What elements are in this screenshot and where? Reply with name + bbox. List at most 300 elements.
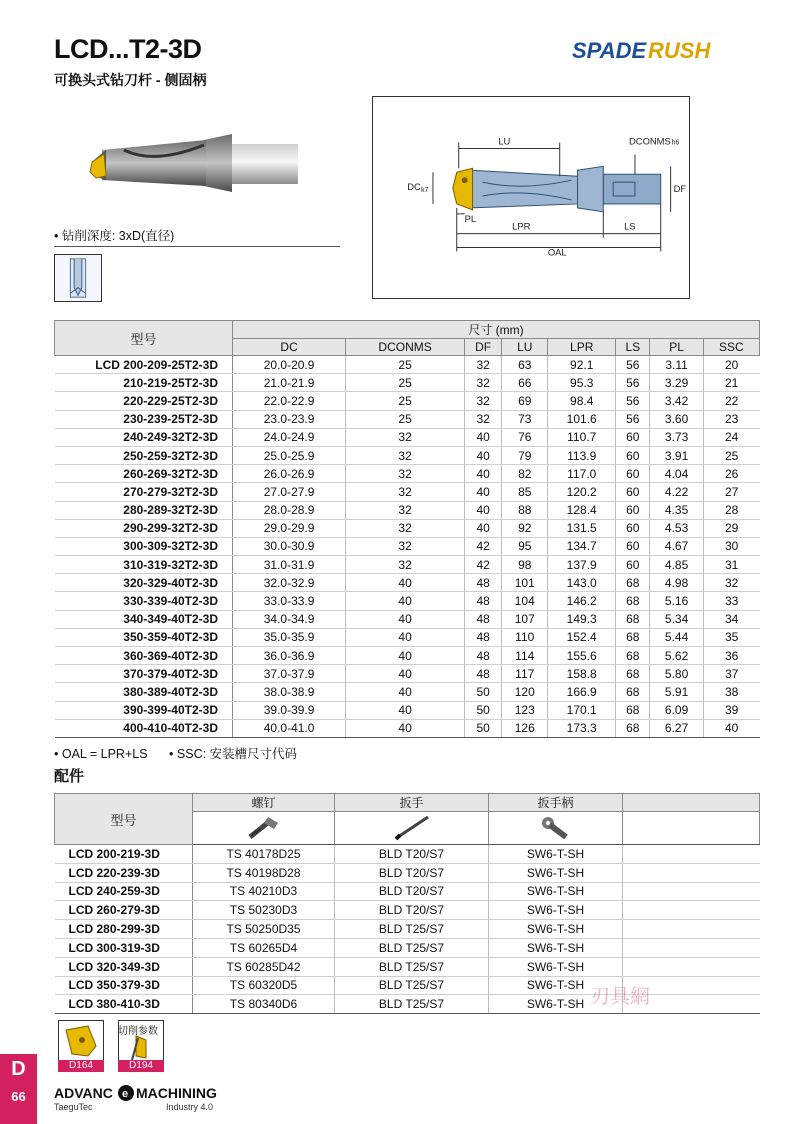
cell-dc: 21.0-21.9	[233, 374, 346, 392]
cell-ssc: 28	[703, 501, 759, 519]
ssc-note: • SSC: 安装槽尺寸代码	[169, 747, 298, 761]
cell-ssc: 35	[703, 628, 759, 646]
cell-lpr: 117.0	[548, 465, 616, 483]
wrench-cell: BLD T20/S7	[335, 863, 489, 882]
model-cell: LCD 200-219-3D	[55, 845, 193, 864]
page-subtitle: 可换头式钻刀杆 - 侧固柄	[54, 72, 207, 88]
svg-text:LS: LS	[624, 220, 636, 232]
section-letter: D	[11, 1058, 26, 1080]
cell-df: 32	[465, 392, 502, 410]
cell-lpr: 128.4	[548, 501, 616, 519]
cell-lu: 126	[502, 719, 548, 737]
divider	[54, 246, 340, 247]
dim-col-lpr: LPR	[548, 339, 616, 356]
wrench-handle-icon	[489, 812, 623, 845]
cell-ls: 56	[616, 374, 650, 392]
cutting-params-caption: 切削参数	[118, 1026, 158, 1037]
model-cell: LCD 220-239-3D	[55, 863, 193, 882]
cell-lpr: 113.9	[548, 446, 616, 464]
ref-page-d164[interactable]: D164	[58, 1060, 104, 1072]
cell-df: 50	[465, 701, 502, 719]
table-row	[55, 556, 760, 574]
cell-dconms: 40	[346, 719, 465, 737]
model-cell: LCD 350-379-3D	[55, 976, 193, 995]
svg-text:DCONMS: DCONMS	[629, 135, 671, 147]
cell-ssc: 33	[703, 592, 759, 610]
table-row	[55, 356, 760, 374]
cell-dconms: 40	[346, 665, 465, 683]
oal-note: • OAL = LPR+LS	[54, 747, 148, 761]
cell-dconms: 25	[346, 410, 465, 428]
cell-df: 48	[465, 665, 502, 683]
cell-dc: 40.0-41.0	[233, 719, 346, 737]
model-cell: 290-299-32T2-3D	[55, 519, 233, 537]
model-cell: 210-219-25T2-3D	[55, 374, 233, 392]
cell-lpr: 146.2	[548, 592, 616, 610]
cell-ls: 56	[616, 410, 650, 428]
wrench-cell: BLD T25/S7	[335, 957, 489, 976]
cell-ls: 68	[616, 665, 650, 683]
drill-depth-icon	[54, 254, 102, 302]
cell-ssc: 24	[703, 428, 759, 446]
dim-col-ssc: SSC	[703, 339, 759, 356]
cell-pl: 4.98	[650, 574, 703, 592]
cell-ssc: 22	[703, 392, 759, 410]
cell-ssc: 27	[703, 483, 759, 501]
model-cell: 220-229-25T2-3D	[55, 392, 233, 410]
wrench-handle-cell: SW6-T-SH	[489, 882, 623, 901]
wrench-handle-cell: SW6-T-SH	[489, 920, 623, 939]
cell-pl: 4.04	[650, 465, 703, 483]
cell-dc: 25.0-25.9	[233, 446, 346, 464]
spaderush-logo	[572, 36, 762, 64]
screw-cell: TS 80340D6	[193, 995, 335, 1014]
wrench-cell: BLD T25/S7	[335, 976, 489, 995]
table-row	[55, 901, 760, 920]
svg-text:LPR: LPR	[512, 220, 531, 232]
cell-pl: 4.53	[650, 519, 703, 537]
cell-ssc: 39	[703, 701, 759, 719]
screw-cell: TS 40178D25	[193, 845, 335, 864]
cell-ls: 60	[616, 519, 650, 537]
table-row	[55, 628, 760, 646]
model-cell: LCD 320-349-3D	[55, 957, 193, 976]
cell-lu: 63	[502, 356, 548, 374]
svg-text:DF: DF	[673, 183, 687, 195]
wrench-handle-cell: SW6-T-SH	[489, 976, 623, 995]
cell-lpr: 170.1	[548, 701, 616, 719]
cell-df: 42	[465, 556, 502, 574]
cell-lu: 88	[502, 501, 548, 519]
cell-pl: 5.62	[650, 647, 703, 665]
screw-cell: TS 50230D3	[193, 901, 335, 920]
table-row	[55, 610, 760, 628]
cell-dc: 22.0-22.9	[233, 392, 346, 410]
cell-lu: 85	[502, 483, 548, 501]
cell-df: 32	[465, 374, 502, 392]
cell-dc: 37.0-37.9	[233, 665, 346, 683]
cell-lu: 73	[502, 410, 548, 428]
cell-lu: 104	[502, 592, 548, 610]
drilling-depth-note: • 钻削深度: 3xD(直径)	[54, 229, 175, 243]
cell-ssc: 37	[703, 665, 759, 683]
cell-pl: 4.67	[650, 537, 703, 555]
model-cell: 270-279-32T2-3D	[55, 483, 233, 501]
table-row	[55, 537, 760, 555]
table-row	[55, 501, 760, 519]
cell-pl: 3.73	[650, 428, 703, 446]
cell-lpr: 92.1	[548, 356, 616, 374]
wrench-handle-cell: SW6-T-SH	[489, 938, 623, 957]
dim-col-dc: DC	[233, 339, 346, 356]
cell-ssc: 34	[703, 610, 759, 628]
model-cell: 350-359-40T2-3D	[55, 628, 233, 646]
screw-cell: TS 60285D42	[193, 957, 335, 976]
table-row	[55, 719, 760, 737]
cell-lu: 66	[502, 374, 548, 392]
cell-ls: 56	[616, 392, 650, 410]
wrench-handle-cell: SW6-T-SH	[489, 863, 623, 882]
table-row	[55, 428, 760, 446]
cell-ls: 68	[616, 701, 650, 719]
model-cell: 330-339-40T2-3D	[55, 592, 233, 610]
model-cell: LCD 260-279-3D	[55, 901, 193, 920]
cell-ls: 60	[616, 556, 650, 574]
cell-lu: 79	[502, 446, 548, 464]
cell-pl: 3.29	[650, 374, 703, 392]
cell-df: 48	[465, 610, 502, 628]
svg-text:RUSH: RUSH	[648, 38, 711, 63]
wrench-handle-header: 扳手柄	[489, 794, 623, 812]
cell-lu: 123	[502, 701, 548, 719]
cell-dconms: 40	[346, 574, 465, 592]
cell-df: 42	[465, 537, 502, 555]
svg-text:DC: DC	[407, 181, 421, 193]
cell-ssc: 21	[703, 374, 759, 392]
cell-dc: 34.0-34.9	[233, 610, 346, 628]
cell-ls: 56	[616, 356, 650, 374]
screw-icon	[193, 812, 335, 845]
dim-col-lu: LU	[502, 339, 548, 356]
dim-col-df: DF	[465, 339, 502, 356]
cell-lpr: 131.5	[548, 519, 616, 537]
cell-lpr: 98.4	[548, 392, 616, 410]
cell-ssc: 38	[703, 683, 759, 701]
table-row	[55, 574, 760, 592]
cell-df: 40	[465, 465, 502, 483]
cell-df: 48	[465, 574, 502, 592]
blank-cell	[623, 863, 760, 882]
cell-ssc: 25	[703, 446, 759, 464]
blank-cell	[623, 882, 760, 901]
dimensions-table	[54, 320, 760, 738]
cell-dconms: 32	[346, 501, 465, 519]
cell-dc: 28.0-28.9	[233, 501, 346, 519]
cell-df: 50	[465, 719, 502, 737]
cell-ssc: 26	[703, 465, 759, 483]
cell-dconms: 32	[346, 519, 465, 537]
cell-dconms: 40	[346, 592, 465, 610]
cell-ls: 60	[616, 501, 650, 519]
table-row	[55, 683, 760, 701]
cell-ssc: 20	[703, 356, 759, 374]
table-row	[55, 483, 760, 501]
screw-cell: TS 40198D28	[193, 863, 335, 882]
model-cell: 390-399-40T2-3D	[55, 701, 233, 719]
cell-lu: 117	[502, 665, 548, 683]
cell-lu: 107	[502, 610, 548, 628]
cell-dc: 24.0-24.9	[233, 428, 346, 446]
wrench-cell: BLD T25/S7	[335, 995, 489, 1014]
model-cell: 260-269-32T2-3D	[55, 465, 233, 483]
screw-cell: TS 60265D4	[193, 938, 335, 957]
cell-df: 40	[465, 446, 502, 464]
cell-lpr: 152.4	[548, 628, 616, 646]
cell-dconms: 25	[346, 356, 465, 374]
cell-pl: 4.22	[650, 483, 703, 501]
wrench-handle-cell: SW6-T-SH	[489, 901, 623, 920]
cell-ls: 68	[616, 574, 650, 592]
table-row	[55, 845, 760, 864]
cell-lpr: 155.6	[548, 647, 616, 665]
wrench-cell: BLD T20/S7	[335, 845, 489, 864]
cell-dconms: 32	[346, 465, 465, 483]
cell-ssc: 23	[703, 410, 759, 428]
cell-dc: 39.0-39.9	[233, 701, 346, 719]
model-cell: 370-379-40T2-3D	[55, 665, 233, 683]
cell-ls: 68	[616, 592, 650, 610]
section-tab	[0, 1054, 37, 1124]
table-row	[55, 374, 760, 392]
model-cell: LCD 300-319-3D	[55, 938, 193, 957]
cell-lu: 69	[502, 392, 548, 410]
blank-icon-cell	[623, 812, 760, 845]
cell-dc: 27.0-27.9	[233, 483, 346, 501]
model-cell: 340-349-40T2-3D	[55, 610, 233, 628]
svg-text:OAL: OAL	[547, 246, 567, 258]
cell-ssc: 40	[703, 719, 759, 737]
cell-df: 40	[465, 428, 502, 446]
table-row	[55, 665, 760, 683]
cell-pl: 5.34	[650, 610, 703, 628]
cell-pl: 6.27	[650, 719, 703, 737]
screw-header: 螺钉	[193, 794, 335, 812]
accessories-heading: 配件	[54, 768, 85, 785]
cell-dconms: 32	[346, 428, 465, 446]
advance-machining-logo	[54, 1083, 224, 1113]
dimension-diagram	[372, 96, 690, 299]
cell-dc: 36.0-36.9	[233, 647, 346, 665]
screw-cell: TS 50250D35	[193, 920, 335, 939]
cell-dconms: 32	[346, 483, 465, 501]
dimensions-group-header: 尺寸 (mm)	[233, 321, 760, 339]
cell-ssc: 32	[703, 574, 759, 592]
cell-lu: 110	[502, 628, 548, 646]
table-notes	[54, 744, 315, 762]
cell-pl: 3.60	[650, 410, 703, 428]
blank-cell	[623, 920, 760, 939]
model-cell: 380-389-40T2-3D	[55, 683, 233, 701]
table-row	[55, 920, 760, 939]
cell-df: 48	[465, 628, 502, 646]
dim-col-dconms: DCONMS	[346, 339, 465, 356]
cell-lu: 76	[502, 428, 548, 446]
model-cell: LCD 380-410-3D	[55, 995, 193, 1014]
svg-text:h6: h6	[671, 139, 680, 147]
cell-dconms: 40	[346, 683, 465, 701]
table-row	[55, 882, 760, 901]
table-row	[55, 701, 760, 719]
cell-df: 48	[465, 592, 502, 610]
cell-lpr: 95.3	[548, 374, 616, 392]
dim-col-ls: LS	[616, 339, 650, 356]
cell-pl: 3.11	[650, 356, 703, 374]
model-cell: 360-369-40T2-3D	[55, 647, 233, 665]
cell-ls: 68	[616, 719, 650, 737]
cell-df: 40	[465, 501, 502, 519]
cell-pl: 3.91	[650, 446, 703, 464]
cell-lu: 92	[502, 519, 548, 537]
cell-df: 40	[465, 519, 502, 537]
svg-text:k7: k7	[421, 187, 429, 195]
model-cell: 250-259-32T2-3D	[55, 446, 233, 464]
cell-ssc: 30	[703, 537, 759, 555]
svg-text:SPADE: SPADE	[572, 38, 647, 63]
wrench-handle-cell: SW6-T-SH	[489, 845, 623, 864]
model-cell: 280-289-32T2-3D	[55, 501, 233, 519]
table-row	[55, 410, 760, 428]
cell-pl: 5.91	[650, 683, 703, 701]
cell-dconms: 32	[346, 446, 465, 464]
cell-ls: 60	[616, 446, 650, 464]
model-cell: LCD 200-209-25T2-3D	[55, 356, 233, 374]
dim-col-pl: PL	[650, 339, 703, 356]
svg-text:MACHINING: MACHINING	[136, 1085, 217, 1101]
cell-ssc: 36	[703, 647, 759, 665]
cell-ls: 60	[616, 537, 650, 555]
table-row	[55, 446, 760, 464]
wrench-handle-cell: SW6-T-SH	[489, 957, 623, 976]
cell-df: 48	[465, 647, 502, 665]
cell-lu: 98	[502, 556, 548, 574]
cell-lpr: 166.9	[548, 683, 616, 701]
svg-text:LU: LU	[498, 135, 511, 147]
cell-pl: 5.44	[650, 628, 703, 646]
svg-text:e: e	[122, 1088, 129, 1100]
model-cell: 320-329-40T2-3D	[55, 574, 233, 592]
svg-text:PL: PL	[464, 212, 477, 224]
cell-lpr: 134.7	[548, 537, 616, 555]
cell-dc: 35.0-35.9	[233, 628, 346, 646]
cell-dconms: 40	[346, 647, 465, 665]
cell-ssc: 31	[703, 556, 759, 574]
cell-lpr: 158.8	[548, 665, 616, 683]
wrench-handle-cell: SW6-T-SH	[489, 995, 623, 1014]
model-cell: 240-249-32T2-3D	[55, 428, 233, 446]
cell-dconms: 25	[346, 392, 465, 410]
blank-cell	[623, 901, 760, 920]
ref-page-d194[interactable]: D194	[118, 1060, 164, 1072]
cell-dc: 31.0-31.9	[233, 556, 346, 574]
cell-dconms: 32	[346, 537, 465, 555]
cell-lpr: 143.0	[548, 574, 616, 592]
cell-ssc: 29	[703, 519, 759, 537]
table-row	[55, 519, 760, 537]
page-title: LCD...T2-3D	[54, 34, 202, 64]
cell-lu: 114	[502, 647, 548, 665]
wrench-cell: BLD T25/S7	[335, 920, 489, 939]
cell-dc: 32.0-32.9	[233, 574, 346, 592]
blank-cell	[623, 845, 760, 864]
cell-pl: 4.35	[650, 501, 703, 519]
cell-lpr: 149.3	[548, 610, 616, 628]
watermark: 刃具網	[590, 984, 650, 1008]
accessory-model-header: 型号	[55, 794, 193, 845]
wrench-cell: BLD T20/S7	[335, 901, 489, 920]
wrench-header: 扳手	[335, 794, 489, 812]
screw-cell: TS 40210D3	[193, 882, 335, 901]
model-cell: LCD 240-259-3D	[55, 882, 193, 901]
page-number: 66	[11, 1089, 26, 1104]
cell-df: 50	[465, 683, 502, 701]
table-row	[55, 392, 760, 410]
svg-text:ADVANC: ADVANC	[54, 1085, 113, 1101]
cell-ls: 68	[616, 683, 650, 701]
tool-photo	[54, 120, 324, 210]
svg-text:TaeguTec: TaeguTec	[54, 1102, 93, 1112]
cell-pl: 3.42	[650, 392, 703, 410]
cell-lpr: 137.9	[548, 556, 616, 574]
cell-lpr: 173.3	[548, 719, 616, 737]
cell-df: 32	[465, 356, 502, 374]
cell-dc: 30.0-30.9	[233, 537, 346, 555]
cell-pl: 5.80	[650, 665, 703, 683]
table-row	[55, 647, 760, 665]
model-cell: 230-239-25T2-3D	[55, 410, 233, 428]
cell-dconms: 40	[346, 610, 465, 628]
cell-pl: 4.85	[650, 556, 703, 574]
cell-dc: 38.0-38.9	[233, 683, 346, 701]
model-cell: 300-309-32T2-3D	[55, 537, 233, 555]
screw-cell: TS 60320D5	[193, 976, 335, 995]
model-header: 型号	[55, 321, 233, 356]
cell-dconms: 32	[346, 556, 465, 574]
cell-dc: 26.0-26.9	[233, 465, 346, 483]
cell-ls: 68	[616, 628, 650, 646]
cell-lu: 95	[502, 537, 548, 555]
blank-header	[623, 794, 760, 812]
cell-pl: 5.16	[650, 592, 703, 610]
cell-dc: 20.0-20.9	[233, 356, 346, 374]
cell-ls: 60	[616, 483, 650, 501]
table-row	[55, 863, 760, 882]
cell-ls: 60	[616, 465, 650, 483]
model-cell: 400-410-40T2-3D	[55, 719, 233, 737]
cell-dconms: 40	[346, 701, 465, 719]
wrench-cell: BLD T25/S7	[335, 938, 489, 957]
cell-dconms: 40	[346, 628, 465, 646]
cell-ls: 68	[616, 647, 650, 665]
cell-ls: 60	[616, 428, 650, 446]
cell-lu: 101	[502, 574, 548, 592]
cell-dc: 33.0-33.9	[233, 592, 346, 610]
wrench-icon	[335, 812, 489, 845]
cell-pl: 6.09	[650, 701, 703, 719]
cell-lpr: 120.2	[548, 483, 616, 501]
model-cell: 310-319-32T2-3D	[55, 556, 233, 574]
wrench-cell: BLD T20/S7	[335, 882, 489, 901]
table-row	[55, 465, 760, 483]
